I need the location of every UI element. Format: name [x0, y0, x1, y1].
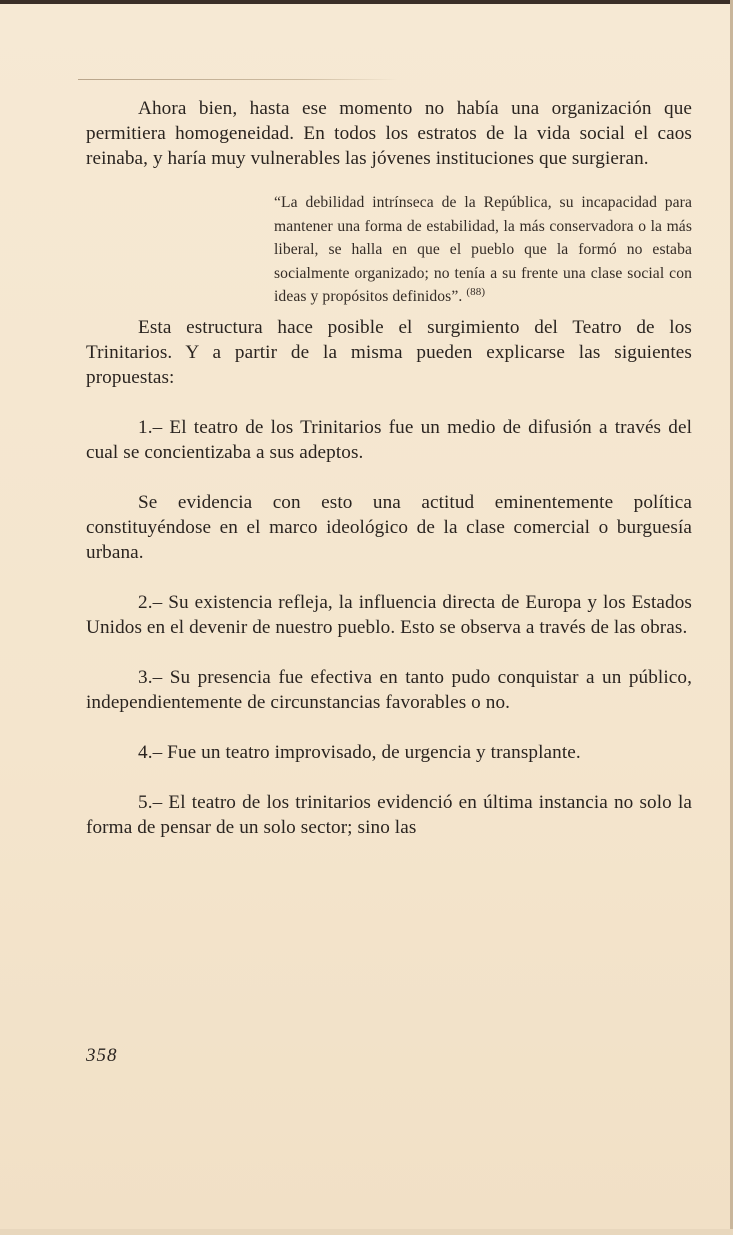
- list-item-2: 2.– Su existencia refleja, la influencia directa de Europa y los Estados Unidos en el devenir de nuestro pueblo. Esto se observa a través de las obras.: [86, 591, 692, 638]
- block-quote: [274, 191, 692, 309]
- list-item-4: 4.– Fue un teatro improvisado, de urgencia y transplante.: [138, 741, 581, 763]
- list-item-3: 3.– Su presencia fue efectiva en tanto pudo conquistar a un público, independientemente de circunstancias favorables o no.: [86, 666, 692, 713]
- paragraph-2: Esta estructura hace posible el surgimiento del Teatro de los Trinitarios. Y a partir de la misma pueden explicarse las siguientes propuestas:: [86, 316, 692, 388]
- quote-text: “La debilidad intrínseca de la República, su incapacidad para mantener una forma de estabilidad, la más conservadora o la más liberal, se halla en que el pueblo que la formó no estaba socialmente organizado; no tenía a su frente una clase social con ideas y propósitos definidos”.: [274, 194, 692, 305]
- list-item-1: 1.– El teatro de los Trinitarios fue un medio de difusión a través del cual se concientizaba a sus adeptos.: [86, 416, 692, 463]
- page-bottom-edge: [0, 1229, 733, 1235]
- page-top-edge: [0, 0, 733, 4]
- list-item-5: 5.– El teatro de los trinitarios evidenció en última instancia no solo la forma de pensar de un solo sector; sino las: [86, 791, 692, 838]
- paragraph-3: Se evidencia con esto una actitud eminentemente política constituyéndose en el marco ideológico de la clase comercial o burguesía urbana.: [86, 491, 692, 563]
- body-text: [86, 96, 692, 840]
- paragraph-1: Ahora bien, hasta ese momento no había una organización que permitiera homogeneidad. En todos los estratos de la vida social el caos reinaba, y haría muy vulnerables las jóvenes instituciones que surgieran.: [86, 98, 692, 169]
- page-number: 358: [86, 1045, 118, 1066]
- footnote-reference: (88): [466, 285, 486, 298]
- header-rule: [78, 79, 398, 80]
